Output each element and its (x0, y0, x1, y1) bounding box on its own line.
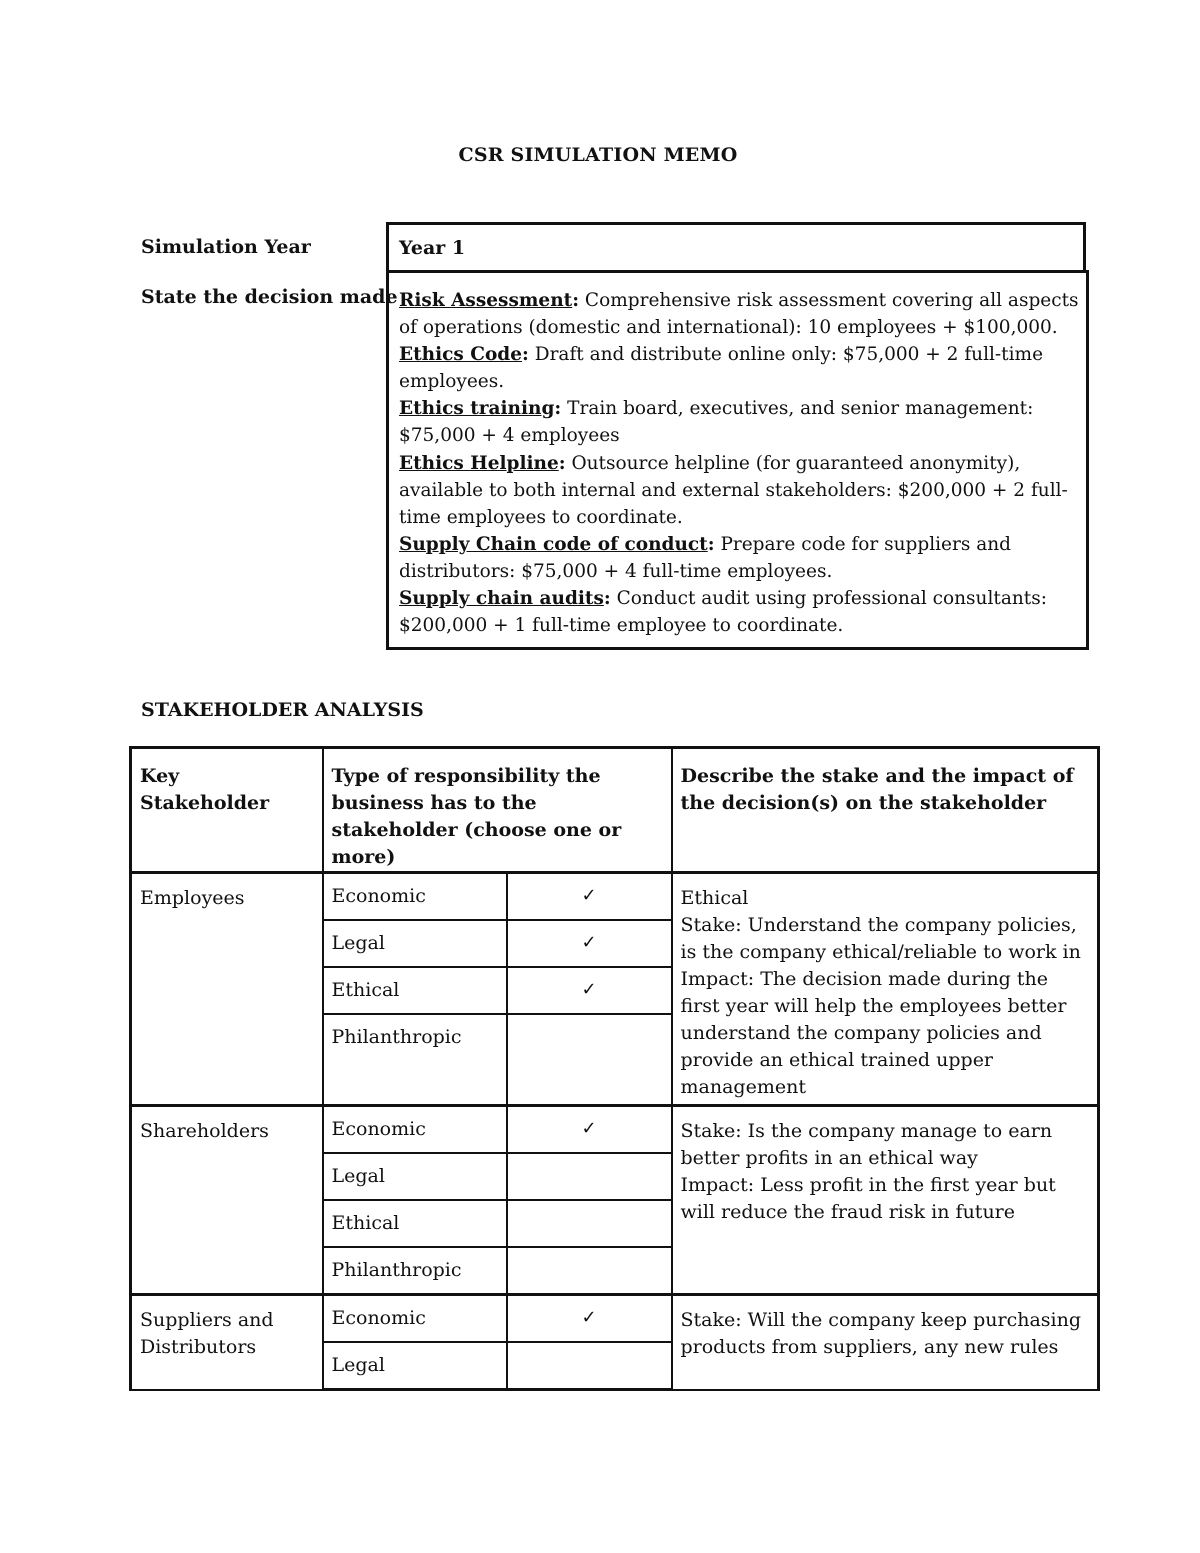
stakeholder-table (129, 746, 1100, 1391)
stakeholder-analysis-title: STAKEHOLDER ANALYSIS (141, 699, 424, 721)
stakeholder-name: Employees (131, 873, 323, 1106)
responsibility-type: Legal (323, 1153, 507, 1200)
description-line: Stake: Will the company keep purchasing products from suppliers, any new rules (680, 1309, 1082, 1358)
memo-title: CSR SIMULATION MEMO (458, 144, 738, 166)
description-line: Stake: Understand the company policies, is the company ethical/reliable to work in (680, 914, 1081, 963)
stake-description (672, 1106, 1099, 1295)
decision-item: Supply Chain code of conduct: Prepare code for suppliers and distributors: $75,000 + 4 full-time employees. (399, 533, 1011, 582)
decision-item: Ethics Helpline: Outsource helpline (for guaranteed anonymity), available to both internal and external stakeholders: $200,000 + 2 full-time employees to coordinate. (399, 452, 1068, 528)
description-line: Impact: Less profit in the first year but will reduce the fraud risk in future (680, 1174, 1056, 1223)
simulation-year-value: Year 1 (399, 237, 466, 259)
table-row (131, 1295, 1099, 1343)
header-key-stakeholder: Key Stakeholder (131, 748, 323, 873)
table-header-row (131, 748, 1099, 873)
description-line: Impact: The decision made during the first year will help the employees better understand the company policies and provide an ethical trained upper management (680, 968, 1067, 1098)
decision-item-text: Outsource helpline (for guaranteed anonymity), available to both internal and external stakeholders: $200,000 + 2 full-time employees to coordinate. (399, 452, 1068, 528)
header-responsibility-type: Type of responsibility the business has to the stakeholder (choose one or more) (323, 748, 672, 873)
responsibility-type: Ethical (323, 967, 507, 1014)
stake-description (672, 873, 1099, 1106)
checkmark-icon (507, 1342, 672, 1390)
decision-label: State the decision made (141, 286, 398, 308)
decision-item: Ethics Code: Draft and distribute online only: $75,000 + 2 full-time employees. (399, 344, 1044, 393)
decision-item-title: Ethics Code (399, 344, 523, 366)
responsibility-type: Ethical (323, 1200, 507, 1247)
checkmark-icon: ✓ (507, 967, 672, 1014)
checkmark-icon: ✓ (507, 873, 672, 921)
decision-item-text: Conduct audit using professional consultants: $200,000 + 1 full-time employee to coordinate. (399, 588, 1047, 637)
decision-item-text: Draft and distribute online only: $75,000 + 2 full-time employees. (399, 344, 1044, 393)
responsibility-type: Legal (323, 1342, 507, 1390)
decision-item-text: Prepare code for suppliers and distributors: $75,000 + 4 full-time employees. (399, 533, 1011, 582)
responsibility-type: Economic (323, 1106, 507, 1154)
checkmark-icon: ✓ (507, 920, 672, 967)
decision-item-title: Supply Chain code of conduct (399, 533, 708, 555)
decision-item-title: Supply chain audits (399, 588, 604, 610)
decision-item: Risk Assessment: Comprehensive risk assessment covering all aspects of operations (domestic and international): 10 employees + $100,000. (399, 290, 1079, 339)
stakeholder-name: Shareholders (131, 1106, 323, 1295)
responsibility-type: Economic (323, 1295, 507, 1343)
decision-item-text: Comprehensive risk assessment covering all aspects of operations (domestic and international): 10 employees + $100,000. (399, 290, 1079, 339)
simulation-year-label: Simulation Year (141, 236, 311, 258)
decision-item-text: Train board, executives, and senior management: $75,000 + 4 employees (399, 398, 1034, 447)
description-line: Stake: Is the company manage to earn better profits in an ethical way (680, 1120, 1053, 1169)
decision-item: Supply chain audits: Conduct audit using professional consultants: $200,000 + 1 full-time employee to coordinate. (399, 588, 1047, 637)
checkmark-icon (507, 1200, 672, 1247)
decision-item-title: Ethics training (399, 398, 555, 420)
stake-description (672, 1295, 1099, 1390)
decision-box (386, 270, 1089, 650)
responsibility-type: Legal (323, 920, 507, 967)
decision-item-title: Risk Assessment (399, 290, 573, 311)
table-row (131, 873, 1099, 921)
simulation-year-box (386, 222, 1086, 273)
checkmark-icon (507, 1247, 672, 1295)
decision-item-title: Ethics Helpline (399, 452, 559, 474)
responsibility-type: Philanthropic (323, 1014, 507, 1106)
description-line: Ethical (680, 887, 749, 909)
checkmark-icon: ✓ (507, 1106, 672, 1154)
checkmark-icon (507, 1014, 672, 1106)
table-row (131, 1106, 1099, 1154)
stakeholder-name: Suppliers and Distributors (131, 1295, 323, 1390)
responsibility-type: Economic (323, 873, 507, 921)
decision-item: Ethics training: Train board, executives, and senior management: $75,000 + 4 employees (399, 398, 1034, 447)
checkmark-icon (507, 1153, 672, 1200)
checkmark-icon: ✓ (507, 1295, 672, 1343)
header-stake-description: Describe the stake and the impact of the decision(s) on the stakeholder (672, 748, 1099, 873)
responsibility-type: Philanthropic (323, 1247, 507, 1295)
